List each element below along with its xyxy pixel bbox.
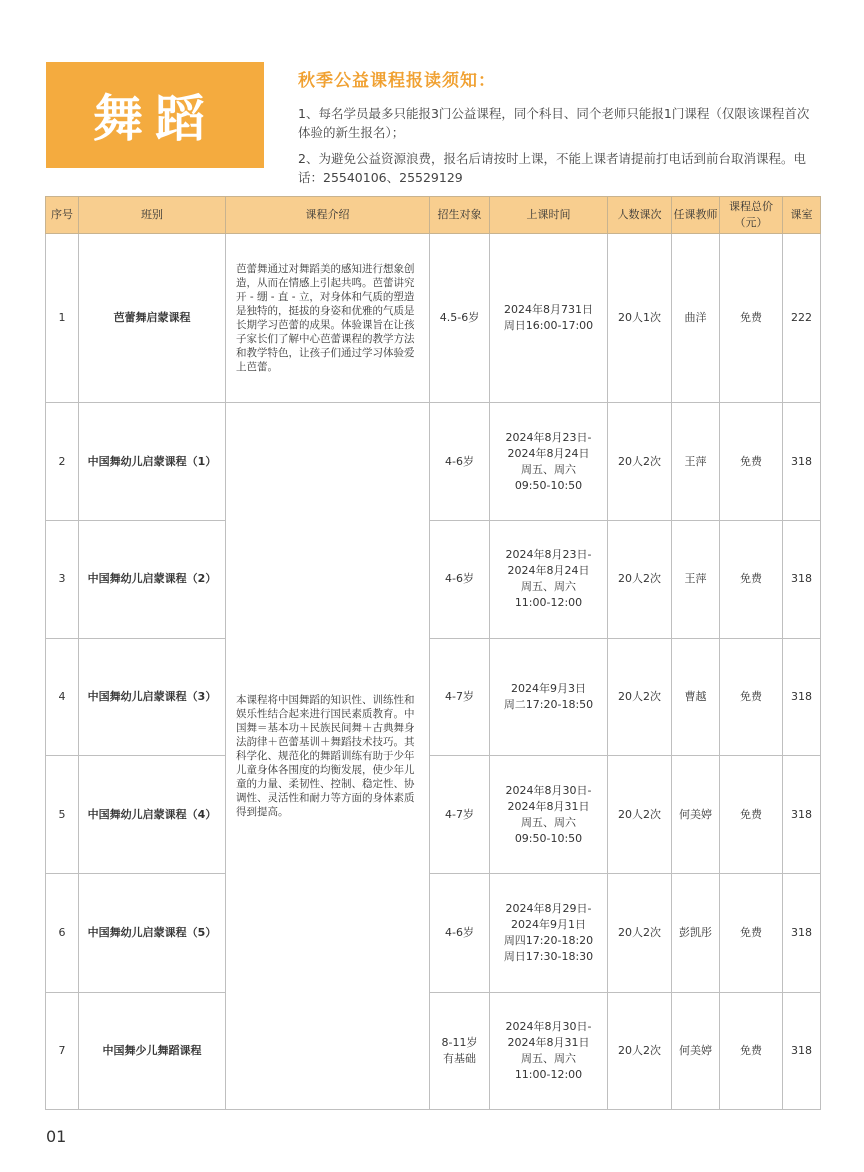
cell-target: 8-11岁 有基础 (430, 992, 490, 1109)
cell-price: 免费 (720, 756, 783, 874)
cell-class: 中国舞幼儿启蒙课程（2） (79, 520, 226, 638)
cell-price: 免费 (720, 234, 783, 403)
cell-time: 2024年8月29日- 2024年9月1日 周四17:20-18:20 周日17:30-18:30 (490, 874, 608, 992)
cell-teacher: 何美婷 (672, 992, 720, 1109)
header-price: 课程总价（元） (720, 197, 783, 234)
header-intro: 课程介绍 (226, 197, 430, 234)
cell-no: 2 (46, 403, 79, 520)
cell-intro: 本课程将中国舞蹈的知识性、训练性和娱乐性结合起来进行国民素质教育。中国舞＝基本功＋民族民间舞＋古典舞身法韵律＋芭蕾基训＋舞蹈技术技巧。其科学化、规范化的舞蹈训练有助于少年儿童身体各围度的均衡发展，使少年儿童的力量、柔韧性、控制、稳定性、协调性、灵活性和耐力等方面的身体素质得到提高。 (226, 403, 430, 1110)
cell-teacher: 何美婷 (672, 756, 720, 874)
cell-room: 318 (783, 756, 821, 874)
cell-price: 免费 (720, 403, 783, 520)
cell-target: 4.5-6岁 (430, 234, 490, 403)
table-row (46, 403, 821, 520)
cell-count: 20人2次 (608, 403, 672, 520)
course-table (45, 196, 821, 1110)
cell-target: 4-7岁 (430, 638, 490, 755)
notice-item: 1、每名学员最多只能报3门公益课程，同个科目、同个老师只能报1门课程（仅限该课程首次体验的新生报名）； (298, 106, 810, 140)
cell-target: 4-6岁 (430, 520, 490, 638)
cell-teacher: 曹越 (672, 638, 720, 755)
table-header-row (46, 197, 821, 234)
cell-time: 2024年8月30日- 2024年8月31日 周五、周六 11:00-12:00 (490, 992, 608, 1109)
cell-teacher: 王萍 (672, 403, 720, 520)
notice-item: 2、为避免公益资源浪费，报名后请按时上课，不能上课者请提前打电话到前台取消课程。电话：25540106、25529129 (298, 151, 806, 185)
cell-count: 20人2次 (608, 992, 672, 1109)
cell-no: 1 (46, 234, 79, 403)
notice-title: 秋季公益课程报读须知： (298, 71, 496, 91)
cell-teacher: 王萍 (672, 520, 720, 638)
cell-target: 4-6岁 (430, 403, 490, 520)
table-row (46, 874, 821, 992)
header-class: 班别 (79, 197, 226, 234)
cell-no: 4 (46, 638, 79, 755)
header-time: 上课时间 (490, 197, 608, 234)
cell-time: 2024年8月731日 周日16:00-17:00 (490, 234, 608, 403)
cell-room: 318 (783, 992, 821, 1109)
header-teacher: 任课教师 (672, 197, 720, 234)
cell-no: 3 (46, 520, 79, 638)
table-row (46, 234, 821, 403)
cell-count: 20人2次 (608, 638, 672, 755)
cell-target: 4-6岁 (430, 874, 490, 992)
cell-room: 318 (783, 403, 821, 520)
header-target: 招生对象 (430, 197, 490, 234)
cell-class: 中国舞幼儿启蒙课程（1） (79, 403, 226, 520)
header-no: 序号 (46, 197, 79, 234)
page-number: 01 (46, 1127, 67, 1146)
category-title: 舞蹈 (93, 90, 217, 148)
cell-count: 20人2次 (608, 874, 672, 992)
registration-notice (298, 66, 820, 194)
cell-teacher: 彭凯彤 (672, 874, 720, 992)
table-row (46, 638, 821, 755)
cell-room: 318 (783, 874, 821, 992)
cell-room: 222 (783, 234, 821, 403)
cell-time: 2024年8月23日- 2024年8月24日 周五、周六 11:00-12:00 (490, 520, 608, 638)
cell-class: 中国舞少儿舞蹈课程 (79, 992, 226, 1109)
cell-class: 中国舞幼儿启蒙课程（4） (79, 756, 226, 874)
cell-no: 6 (46, 874, 79, 992)
cell-count: 20人2次 (608, 520, 672, 638)
cell-class: 中国舞幼儿启蒙课程（5） (79, 874, 226, 992)
table-row (46, 520, 821, 638)
cell-no: 5 (46, 756, 79, 874)
category-banner (46, 62, 264, 168)
cell-time: 2024年8月30日- 2024年8月31日 周五、周六 09:50-10:50 (490, 756, 608, 874)
cell-price: 免费 (720, 992, 783, 1109)
cell-target: 4-7岁 (430, 756, 490, 874)
cell-count: 20人1次 (608, 234, 672, 403)
header-count: 人数课次 (608, 197, 672, 234)
table-row (46, 992, 821, 1109)
cell-price: 免费 (720, 520, 783, 638)
header-room: 课室 (783, 197, 821, 234)
cell-intro: 芭蕾舞通过对舞蹈美的感知进行想象创造，从而在情感上引起共鸣。芭蕾讲究开 - 绷 - 直 - 立，对身体和气质的塑造是独特的，挺拔的身姿和优雅的气质是长期学习芭蕾的成果。体验课旨在让孩子家长们了解中心芭蕾课程的教学方法和教学特色，让孩子们通过学习体验爱上芭蕾。 (226, 234, 430, 403)
cell-class: 中国舞幼儿启蒙课程（3） (79, 638, 226, 755)
cell-room: 318 (783, 520, 821, 638)
cell-teacher: 曲洋 (672, 234, 720, 403)
cell-no: 7 (46, 992, 79, 1109)
table-row (46, 756, 821, 874)
cell-room: 318 (783, 638, 821, 755)
cell-price: 免费 (720, 874, 783, 992)
cell-price: 免费 (720, 638, 783, 755)
cell-time: 2024年8月23日- 2024年8月24日 周五、周六 09:50-10:50 (490, 403, 608, 520)
cell-time: 2024年9月3日 周二17:20-18:50 (490, 638, 608, 755)
cell-count: 20人2次 (608, 756, 672, 874)
cell-class: 芭蕾舞启蒙课程 (79, 234, 226, 403)
